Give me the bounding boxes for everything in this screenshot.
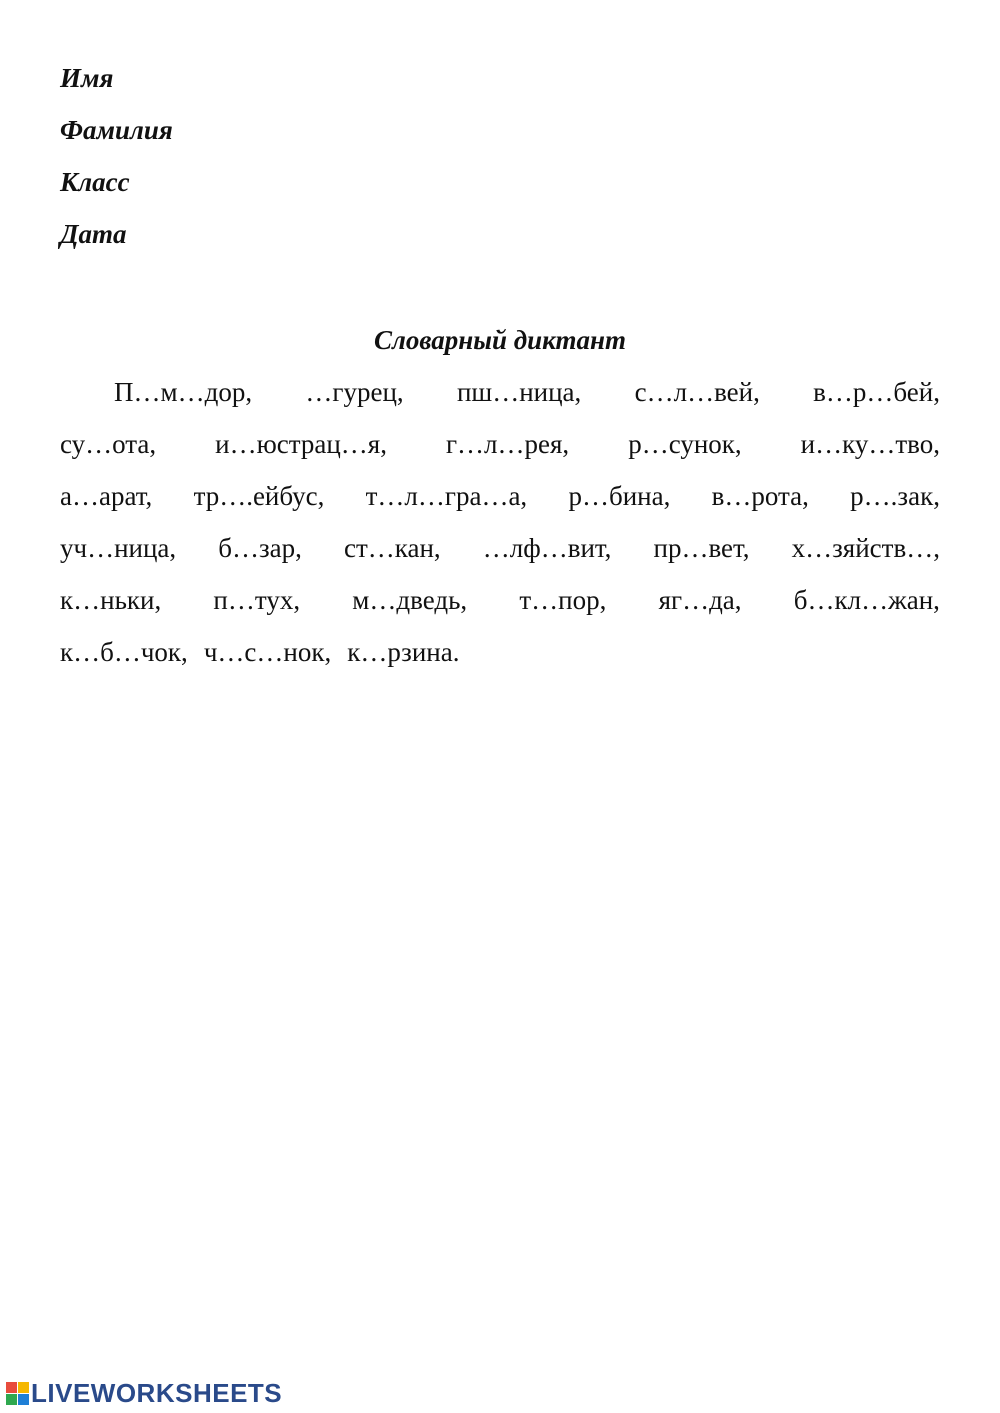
dictation-word: и…юстрац…я, — [215, 429, 387, 459]
logo-square-green — [6, 1394, 17, 1405]
page-title: Словарный диктант — [374, 325, 626, 355]
class-label: Класс — [60, 167, 130, 197]
dictation-line — [60, 424, 940, 476]
dictation-word: …гурец, — [305, 377, 404, 407]
dictation-word: су…ота, — [60, 429, 157, 459]
date-label: Дата — [60, 219, 127, 249]
dictation-word: с…л…вей, — [634, 377, 760, 407]
dictation-word: ст…кан, — [343, 533, 441, 563]
liveworksheets-logo — [6, 1378, 282, 1409]
dictation-word: пр…вет, — [653, 533, 750, 563]
dictation-word: к…б…чок, — [60, 637, 188, 667]
dictation-word: тр….ейбус, — [193, 481, 325, 511]
dictation-word: к…рзина. — [347, 637, 460, 667]
dictation-word: яг…да, — [658, 585, 742, 615]
dictation-word: т…пор, — [519, 585, 607, 615]
dictation-word: б…кл…жан, — [793, 585, 940, 615]
dictation-word: г…л…рея, — [445, 429, 570, 459]
dictation-line — [60, 632, 940, 684]
dictation-word: ч…с…нок, — [203, 637, 332, 667]
liveworksheets-logo-icon — [6, 1382, 29, 1405]
dictation-word: х…зяйств…, — [791, 533, 940, 563]
dictation-word: б…зар, — [218, 533, 302, 563]
name-label: Имя — [60, 63, 114, 93]
dictation-line — [60, 528, 940, 580]
dictation-word: к…ньки, — [60, 585, 162, 615]
dictation-word: а…арат, — [60, 481, 153, 511]
dictation-word: П…м…дор, — [114, 377, 253, 407]
logo-square-red — [6, 1382, 17, 1393]
dictation-word: т…л…гра…а, — [365, 481, 528, 511]
dictation-word: в…р…бей, — [813, 377, 940, 407]
dictation-word: р…бина, — [568, 481, 671, 511]
logo-text: LIVEWORKSHEETS — [31, 1378, 283, 1408]
dictation-word: р…сунок, — [628, 429, 742, 459]
dictation-line — [60, 372, 940, 424]
dictation-line — [60, 580, 940, 632]
dictation-word: р….зак, — [850, 481, 940, 511]
dictation-word: уч…ница, — [60, 533, 177, 563]
surname-label: Фамилия — [60, 115, 173, 145]
dictation-word: и…ку…тво, — [800, 429, 940, 459]
dictation-text — [60, 372, 940, 684]
header-fields — [60, 58, 173, 266]
dictation-word: п…тух, — [213, 585, 301, 615]
dictation-word: м…дведь, — [352, 585, 468, 615]
dictation-word: …лф…вит, — [482, 533, 612, 563]
dictation-word: пш…ница, — [456, 377, 582, 407]
dictation-word: в…рота, — [711, 481, 809, 511]
dictation-line — [60, 476, 940, 528]
logo-square-blue — [18, 1394, 29, 1405]
logo-square-yellow — [18, 1382, 29, 1393]
